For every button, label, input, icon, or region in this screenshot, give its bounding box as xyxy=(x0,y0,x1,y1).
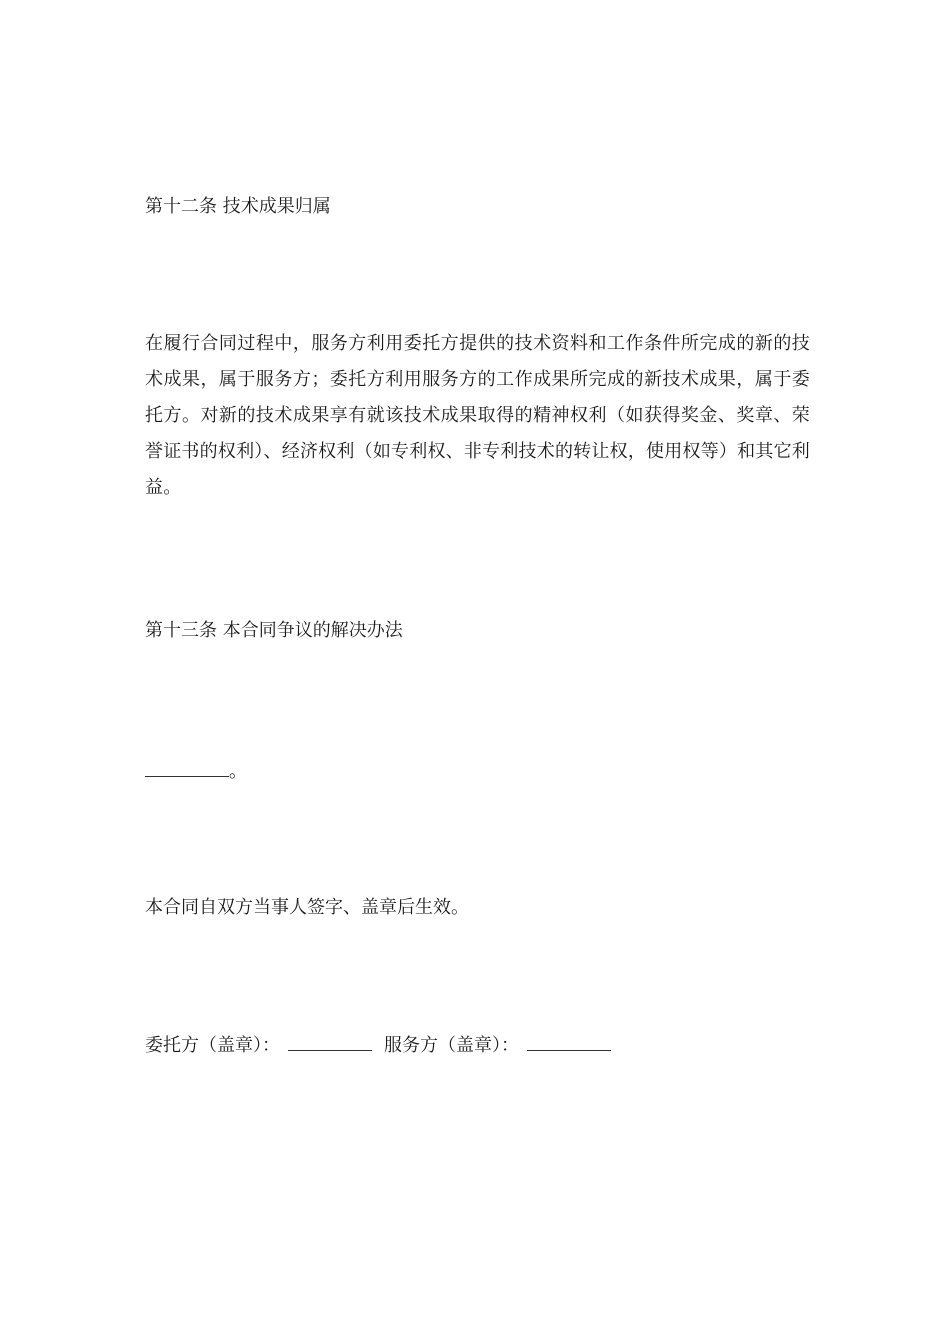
provider-seal-label: 服务方（盖章）： xyxy=(384,1035,519,1056)
article-13-resolution-line xyxy=(145,758,247,786)
article-12-heading: 第十二条 技术成果归属 xyxy=(145,196,331,217)
article-12-body: 在履行合同过程中，服务方利用委托方提供的技术资料和工作条件所完成的新的技术成果，属于服务方；委托方利用服务方的工作成果所完成的新技术成果，属于委托方。对新的技术成果享有就该技术成果取得的精神权利（如获得奖金、奖章、荣誉证书的权利）、经济权利（如专利权、非专利技术的转让权，使用权等）和其它利益。 xyxy=(145,333,810,498)
resolution-blank[interactable] xyxy=(145,758,229,777)
client-seal-blank[interactable] xyxy=(288,1032,372,1051)
effective-clause: 本合同自双方当事人签字、盖章后生效。 xyxy=(145,897,469,918)
resolution-period: 。 xyxy=(229,761,247,782)
article-13-heading: 第十三条 本合同争议的解决办法 xyxy=(145,620,403,641)
signature-line xyxy=(145,1032,611,1060)
provider-seal-blank[interactable] xyxy=(527,1032,611,1051)
client-seal-label: 委托方（盖章）： xyxy=(145,1035,280,1056)
